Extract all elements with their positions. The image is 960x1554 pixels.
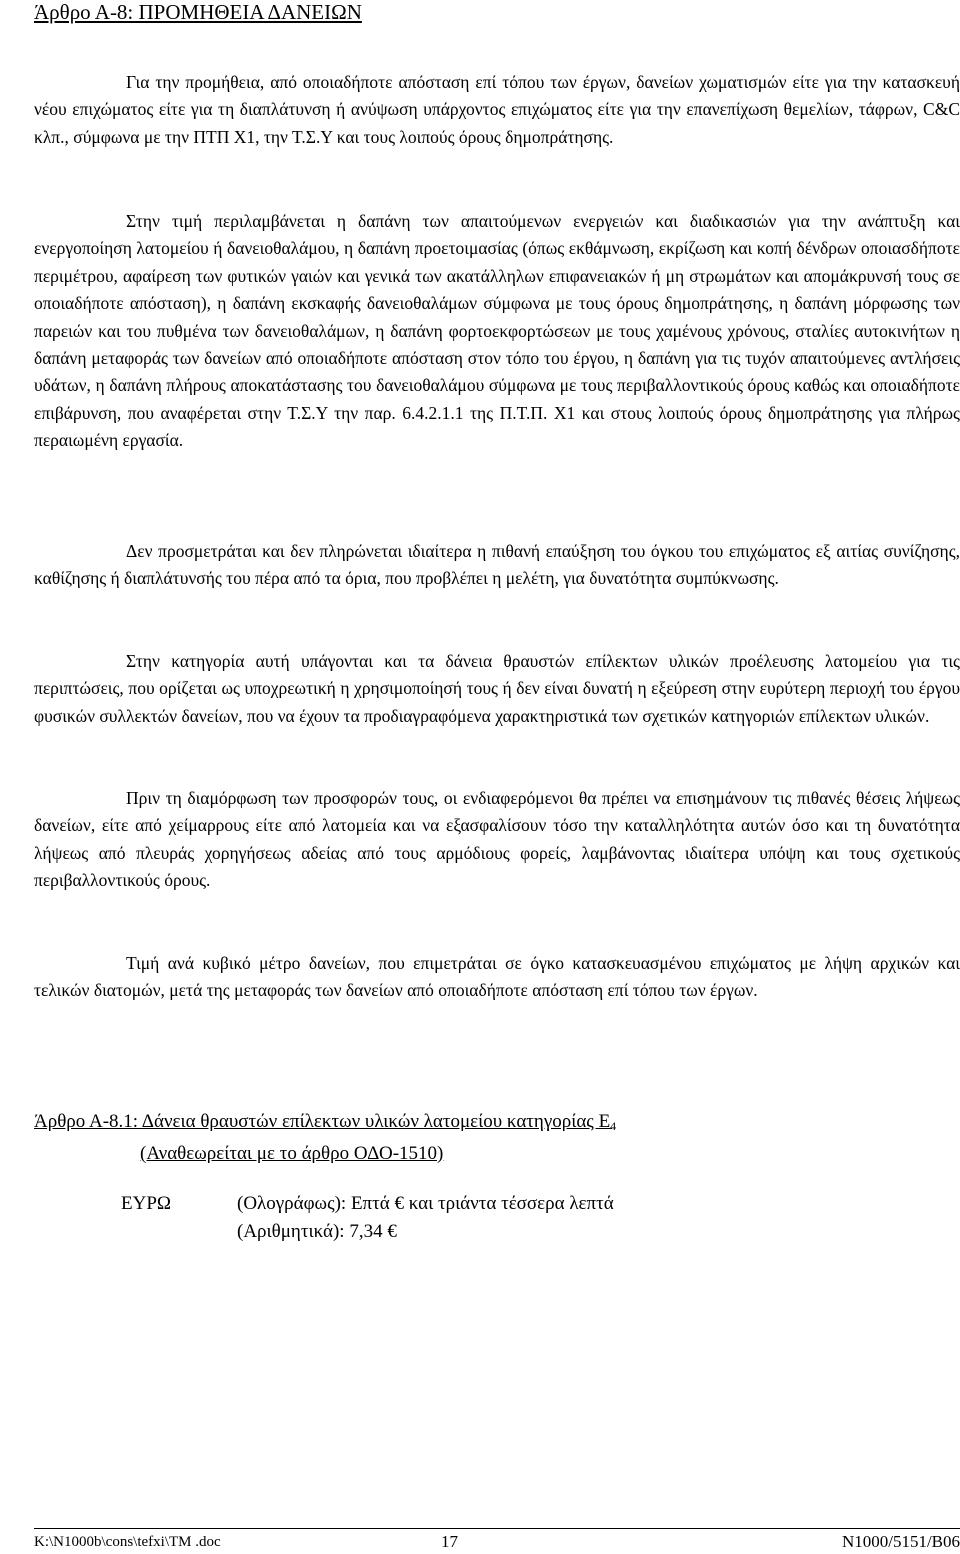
paragraph-unit-price: Τιμή ανά κυβικό μέτρο δανείων, που επιμετράται σε όγκο κατασκευασμένου επιχώματος με λήψη αρχικών και τελικών διατομών, μετά της μεταφοράς των δανείων από οποιαδήποτε απόσταση επί τόπου των έργων. xyxy=(34,953,960,1001)
section-heading-subscript: 4 xyxy=(610,1119,617,1133)
page-footer xyxy=(34,1530,960,1554)
amount-in-figures: (Αριθμητικά): 7,34 € xyxy=(237,1221,397,1242)
section-heading-line xyxy=(34,1108,616,1140)
section-heading xyxy=(34,1108,616,1168)
paragraph-not-measured: Δεν προσμετράται και δεν πληρώνεται ιδιαίτερα η πιθανή επαύξηση του όγκου του επιχώματος εξ αιτίας συνίζησης, καθίζησης ή διαπλάτυνσής του πέρα από τα όρια, που προβλέπει η μελέτη, για δυνατότητα συμπύκνωσης. xyxy=(34,541,960,589)
paragraph-procurement: Για την προμήθεια, από οποιαδήποτε απόσταση επί τόπου των έργων, δανείων χωματισμών είτε για την κατασκευή νέου επιχώματος είτε για τη διαπλάτυνση ή ανύψωση υπάρχοντος επιχώματος είτε για την επανεπίχωση θεμελίων, τάφρων, C&C κλπ., σύμφωνα με την ΠΤΠ Χ1, την Τ.Σ.Υ και τους λοιπούς όρους δημοπράτησης. xyxy=(34,72,960,147)
footer-reference: N1000/5151/B06 xyxy=(841,1532,960,1551)
amount-in-words: (Ολογράφως): Επτά € και τριάντα τέσσερα λεπτά xyxy=(237,1193,614,1214)
section-heading-text: Άρθρο Α-8.1: Δάνεια θραυστών επίλεκτων υλικών λατομείου κατηγορίας Ε xyxy=(34,1111,611,1132)
footer-divider xyxy=(34,1528,960,1529)
paragraph-price-includes: Στην τιμή περιλαμβάνεται η δαπάνη των απαιτούμενων ενεργειών και διαδικασιών για την ανάπτυξη και ενεργοποίηση λατομείου ή δανειοθαλάμου, η δαπάνη προετοιμασίας (όπως εκθάμνωση, εκρίζωση και κοπή δένδρων οποιασδήποτε περιμέτρου, αφαίρεση των φυτικών γαιών και γενικά των ακατάλληλων επιφανειακών ή μη στρωμάτων και απομάκρυνσή τους σε οποιαδήποτε απόσταση), η δαπάνη εκσκαφής δανειοθαλάμων σύμφωνα με τους όρους δημοπράτησης, η δαπάνη μόρφωσης των παρειών και του πυθμένα των δανειοθαλάμων, η δαπάνη φορτοεκφορτώσεων με τους χαμένους χρόνους, σταλίες αυτοκινήτων η δαπάνη μεταφοράς των δανείων από οποιαδήποτε απόσταση στον τόπο του έργου, η δαπάνη για τις τυχόν απαιτούμενες αντλήσεις υδάτων, η δαπάνη πλήρους αποκατάστασης του δανειοθαλάμου σύμφωνα με τους περιβαλλοντικούς όρους καθώς και οποιαδήποτε επιβάρυνση, που αναφέρεται στην Τ.Σ.Υ την παρ. 6.4.2.1.1 της Π.Τ.Π. Χ1 και στους λοιπούς όρους δημοπράτησης για πλήρως περαιωμένη εργασία. xyxy=(34,211,960,451)
footer-page-number: 17 xyxy=(441,1532,458,1551)
paragraph-before-offers: Πριν τη διαμόρφωση των προσφορών τους, οι ενδιαφερόμενοι θα πρέπει να επισημάνουν τις πιθανές θέσεις λήψεως δανείων, είτε από χείμαρρους είτε από λατομεία και να εξασφαλίσουν τόσο την καταλληλότητα αυτών όσο και τη δυνατότητα λήψεως από πλευράς χορηγήσεως αδείας από τους αρμόδιους φορείς, λαμβάνοντας ιδιαίτερα υπόψη και τους σχετικούς περιβαλλοντικούς όρους. xyxy=(34,788,960,891)
currency-label: ΕΥΡΩ xyxy=(121,1193,172,1214)
footer-file-path: K:\N1000b\cons\tefxi\TM .doc xyxy=(34,1534,221,1550)
price-amounts xyxy=(237,1190,614,1246)
page-title: Άρθρο Α-8: ΠΡΟΜΗΘΕΙΑ ΔΑΝΕΙΩΝ xyxy=(34,0,362,24)
paragraph-category: Στην κατηγορία αυτή υπάγονται και τα δάνεια θραυστών επίλεκτων υλικών προέλευσης λατομείου για τις περιπτώσεις, που ορίζεται ως υποχρεωτική η χρησιμοποίησή τους ή δεν είναι δυνατή η εξεύρεση στην ευρύτερη περιοχή του έργου φυσικών συλλεκτών δανείων, που να έχουν τα προδιαγραφόμενα χαρακτηριστικά των σχετικών κατηγοριών επίλεκτων υλικών. xyxy=(34,651,960,726)
section-subheading: (Αναθεωρείται με το άρθρο ΟΔΟ-1510) xyxy=(140,1143,444,1164)
